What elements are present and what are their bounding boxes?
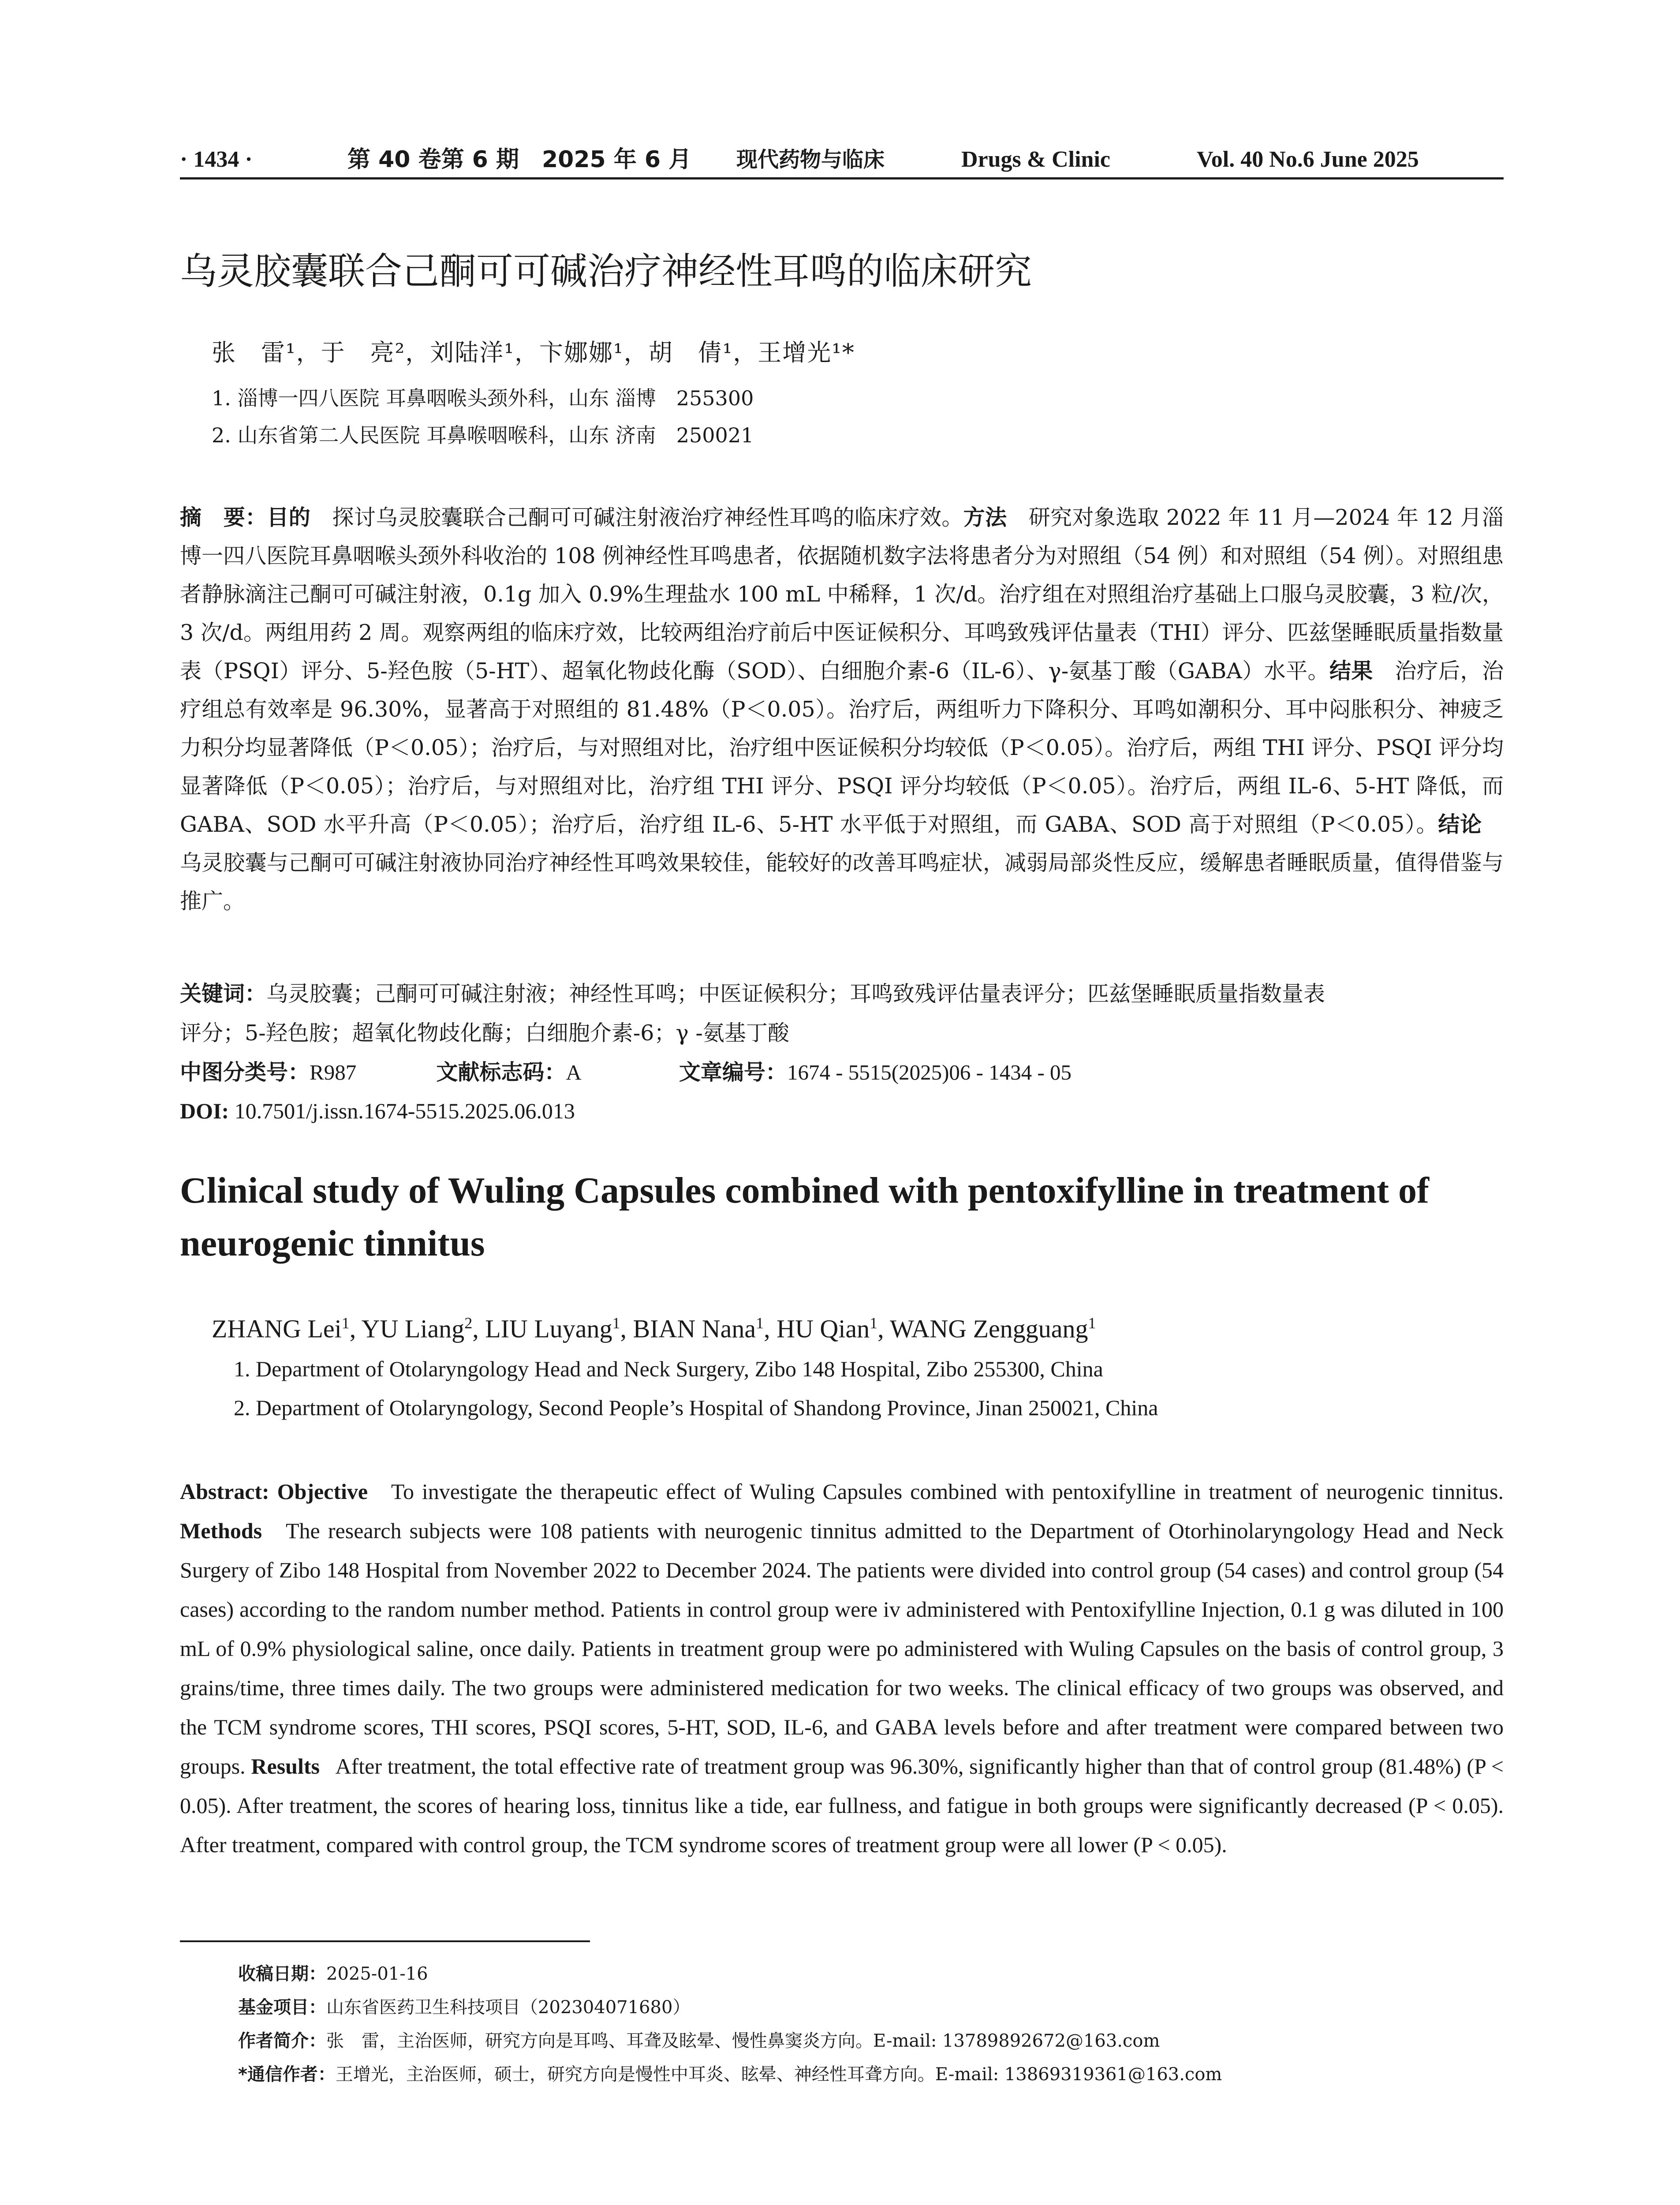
received-date: 2025-01-16 <box>326 1964 428 1984</box>
en-objective-label: Objective <box>277 1479 368 1504</box>
en-title: Clinical study of Wuling Capsules combined with pentoxifylline in treatment of neurogenic tinnitus <box>180 1170 1429 1264</box>
cn-objective-text: 探讨乌灵胶囊联合己酮可可碱注射液治疗神经性耳鸣的临床疗效。 <box>310 505 963 530</box>
keywords-label: 关键词： <box>180 981 267 1006</box>
doc-code-label: 文献标志码： <box>436 1060 566 1085</box>
author-name: BIAN Nana <box>633 1314 756 1343</box>
cn-keywords <box>180 975 1504 1013</box>
footnote-received <box>238 1958 428 1990</box>
en-methods-label: Methods <box>180 1518 262 1543</box>
footnote-fund <box>238 1992 690 2023</box>
footnote-corresponding <box>238 2059 1222 2090</box>
en-results-label: Results <box>251 1754 320 1779</box>
cn-methods-label: 方法 <box>963 505 1007 530</box>
fund-text: 山东省医药卫生科技项目（202304071680） <box>326 1997 691 2018</box>
cn-keywords-cont <box>180 1014 1504 1052</box>
en-abstract <box>180 1472 1504 1865</box>
cn-results-text: 治疗后，治疗组总有效率是 96.30%，显著高于对照组的 81.48%（P＜0.05）。治疗后，两组听力下降积分、耳鸣如潮积分、耳中闷胀积分、神疲乏力积分均显著降低（P＜0.05）；治疗后，与对照组对比，治疗组中医证候积分均较低（P＜0.05）。治疗后，两组 THI 评分、PSQI 评分均显著降低（P＜0.05）；治疗后，与对照组对比，治疗组 THI 评分、PSQI 评分均较低（P＜0.05）。治疗后，两组 IL-6、5-HT 降低，而 GABA、SOD 水平升高（P＜0.05）；治疗后，治疗组 IL-6、5-HT 水平低于对照组，而 GABA、SOD 高于对照组（P＜0.05）。 <box>180 658 1504 837</box>
cn-title: 乌灵胶囊联合己酮可可碱治疗神经性耳鸣的临床研究 <box>180 250 1032 293</box>
en-affiliation-2: 2. Department of Otolaryngology, Second People’s Hospital of Shandong Province, Jinan 250021, China <box>234 1395 1158 1420</box>
article-no-label: 文章编号： <box>679 1060 787 1085</box>
footnote-author <box>238 2025 1160 2057</box>
author-affil-sup: 2 <box>464 1314 473 1332</box>
author-affil-sup: 1 <box>612 1314 620 1332</box>
cn-abstract <box>180 498 1504 920</box>
author-name: YU Liang <box>361 1314 465 1343</box>
author-name: LIU Luyang <box>485 1314 612 1343</box>
journal-name-cn: 现代药物与临床 <box>736 147 885 172</box>
cn-abstract-label: 摘 要： <box>180 505 267 530</box>
issue-en: Vol. 40 No.6 June 2025 <box>1197 147 1419 172</box>
en-methods-text: The research subjects were 108 patients with neurogenic tinnitus admitted to the Department of Otorhinolaryngology Head and Neck Surgery of Zibo 148 Hospital from November 2022 to December 2024. The patients were divided into control group (54 cases) and control group (54 cases) according to the random number method. Patients in control group were iv administered with Pentoxifylline Injection, 0.1 g was diluted in 100 mL of 0.9% physiological saline, once daily. Patients in treatment group were po administered with Wuling Capsules on the basis of control group, 3 grains/time, three times daily. The two groups were administered medication for two weeks. The clinical efficacy of two groups was observed, and the TCM syndrome scores, THI scores, PSQI scores, 5-HT, SOD, IL-6, and GABA levels before and after treatment were compared between two groups. <box>180 1518 1504 1779</box>
keywords-line-2: 评分；5-羟色胺；超氧化物歧化酶；白细胞介素-6；γ -氨基丁酸 <box>180 1020 789 1046</box>
doi-line <box>180 1092 575 1130</box>
author-affil-sup: 1 <box>756 1314 764 1332</box>
author-name: HU Qian <box>777 1314 870 1343</box>
issue-cn: 第 40 卷第 6 期 2025 年 6 月 <box>347 146 692 173</box>
doi-label: DOI: <box>180 1099 229 1123</box>
keywords-line-1: 乌灵胶囊；己酮可可碱注射液；神经性耳鸣；中医证候积分；耳鸣致残评估量表评分；匹兹堡睡眠质量指数量表 <box>266 981 1325 1006</box>
cn-authors: 张 雷¹，于 亮²，刘陆洋¹，卞娜娜¹，胡 倩¹，王增光¹* <box>212 339 855 366</box>
running-header <box>180 142 1504 177</box>
author-affil-sup: 1 <box>1088 1314 1096 1332</box>
en-affiliation-1: 1. Department of Otolaryngology Head and Neck Surgery, Zibo 148 Hospital, Zibo 255300, China <box>234 1357 1103 1381</box>
cn-conclusion-label: 结论 <box>1438 812 1482 837</box>
cn-results-label: 结果 <box>1329 658 1373 684</box>
article-no-value: 1674 - 5515(2025)06 - 1434 - 05 <box>787 1060 1072 1084</box>
author-bio-text: 张 雷，主治医师，研究方向是耳鸣、耳聋及眩晕、慢性鼻窦炎方向。E-mail: 13789892672@163.com <box>326 2031 1160 2051</box>
fund-label: 基金项目： <box>238 1997 326 2018</box>
classification-line <box>180 1053 1504 1091</box>
received-label: 收稿日期： <box>238 1964 326 1984</box>
doi-value: 10.7501/j.issn.1674-5515.2025.06.013 <box>234 1099 575 1123</box>
author-affil-sup: 1 <box>870 1314 878 1332</box>
journal-name-en: Drugs & Clinic <box>961 147 1110 172</box>
corresponding-text: 王增光，主治医师，硕士，研究方向是慢性中耳炎、眩晕、神经性耳聋方向。E-mail: 13869319361@163.com <box>335 2064 1222 2085</box>
cn-methods-text: 研究对象选取 2022 年 11 月—2024 年 12 月淄博一四八医院耳鼻咽喉头颈外科收治的 108 例神经性耳鸣患者，依据随机数字法将患者分为对照组（54 例）和对照组（54 例）。对照组患者静脉滴注己酮可可碱注射液，0.1g 加入 0.9%生理盐水 100 mL 中稀释，1 次/d。治疗组在对照组治疗基础上口服乌灵胶囊，3 粒/次，3 次/d。两组用药 2 周。观察两组的临床疗效，比较两组治疗前后中医证候积分、耳鸣致残评估量表（THI）评分、匹兹堡睡眠质量指数量表（PSQI）评分、5-羟色胺（5-HT）、超氧化物歧化酶（SOD）、白细胞介素-6（IL-6）、γ-氨基丁酸（GABA）水平。 <box>180 505 1504 684</box>
en-abstract-label: Abstract: <box>180 1479 269 1504</box>
author-affil-sup: 1 <box>341 1314 350 1332</box>
author-name: ZHANG Lei <box>212 1314 342 1343</box>
author-bio-label: 作者简介： <box>238 2031 326 2051</box>
cn-affiliation-2: 2. 山东省第二人民医院 耳鼻喉咽喉科，山东 济南 250021 <box>212 423 754 447</box>
page-number: · 1434 · <box>180 147 253 172</box>
en-objective-text: To investigate the therapeutic effect of Wuling Capsules combined with pentoxifylline in treatment of neurogenic tinnitus. <box>391 1479 1504 1504</box>
doc-code-value: A <box>566 1060 582 1084</box>
cn-conclusion-text: 乌灵胶囊与己酮可可碱注射液协同治疗神经性耳鸣效果较佳，能较好的改善耳鸣症状，减弱局部炎性反应，缓解患者睡眠质量，值得借鉴与推广。 <box>180 812 1504 914</box>
footnote-rule <box>180 1940 590 1942</box>
clc-label: 中图分类号： <box>180 1060 310 1085</box>
corresponding-label: *通信作者： <box>238 2064 336 2085</box>
cn-affiliation-1: 1. 淄博一四八医院 耳鼻咽喉头颈外科，山东 淄博 255300 <box>212 386 754 410</box>
cn-objective-label: 目的 <box>267 505 311 530</box>
en-authors: ZHANG Lei$^1$, YU Liang$^2$, LIU Luyang$^1$, BIAN Nana$^1$, HU Qian$^1$, WANG Zengguang$^1$ <box>212 1314 1096 1343</box>
header-rule <box>180 177 1504 179</box>
clc-value: R987 <box>310 1060 357 1084</box>
en-results-text: After treatment, the total effective rate of treatment group was 96.30%, significantly higher than that of control group (81.48%) (P < 0.05). After treatment, the scores of hearing loss, tinnitus like a tide, ear fullness, and fatigue in both groups were significantly decreased (P < 0.05). After treatment, compared with control group, the TCM syndrome scores of treatment group were all lower (P < 0.05). <box>180 1754 1504 1857</box>
author-name: WANG Zengguang <box>890 1314 1088 1343</box>
